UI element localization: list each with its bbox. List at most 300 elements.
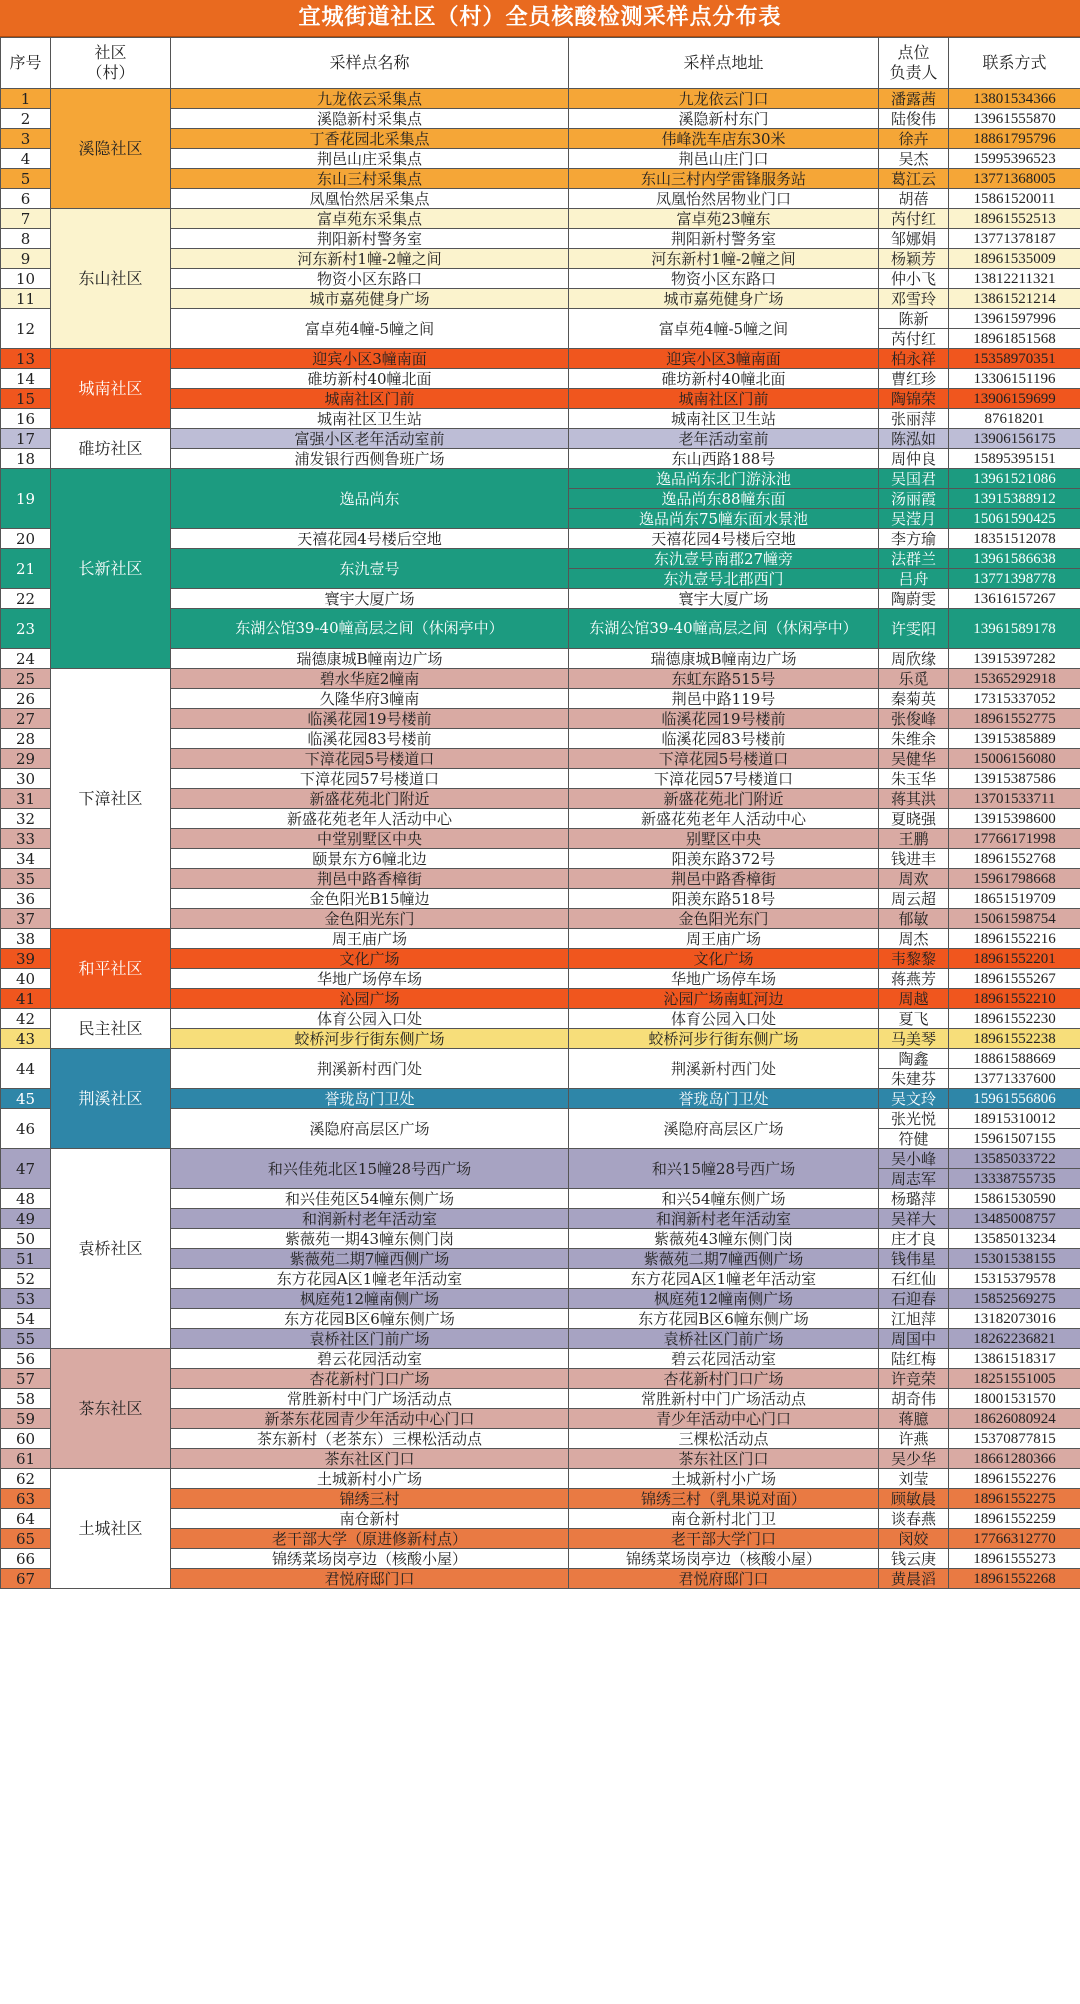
person-in-charge: 杨颖芳 [879, 249, 949, 269]
person-in-charge: 陶蔚雯 [879, 589, 949, 609]
site-name: 东山三村采集点 [171, 169, 569, 189]
person-in-charge: 周越 [879, 989, 949, 1009]
contact-phone: 15061598754 [949, 909, 1080, 929]
row-number: 65 [1, 1529, 51, 1549]
contact-phone: 18961555273 [949, 1549, 1080, 1569]
contact-phone: 15365292918 [949, 669, 1080, 689]
contact-phone: 18961552230 [949, 1009, 1080, 1029]
person-in-charge: 谈春燕 [879, 1509, 949, 1529]
table-row [1, 1049, 1080, 1069]
row-number: 49 [1, 1209, 51, 1229]
row-number: 27 [1, 709, 51, 729]
row-number: 42 [1, 1009, 51, 1029]
community-name: 民主社区 [51, 1009, 171, 1049]
person-in-charge: 朱建芬 [879, 1069, 949, 1089]
site-name: 杏花新村门口广场 [171, 1369, 569, 1389]
site-address: 寰宇大厦广场 [569, 589, 879, 609]
site-name: 土城新村小广场 [171, 1469, 569, 1489]
person-in-charge: 蒋燕芳 [879, 969, 949, 989]
contact-phone: 18626080924 [949, 1409, 1080, 1429]
site-name: 逸品尚东 [171, 469, 569, 529]
contact-phone: 15961798668 [949, 869, 1080, 889]
site-name: 蛟桥河步行街东侧广场 [171, 1029, 569, 1049]
header-name: 采样点名称 [171, 38, 569, 89]
row-number: 53 [1, 1289, 51, 1309]
table-body [1, 89, 1080, 1589]
header-community: 社区 （村） [51, 38, 171, 89]
site-name: 碧水华庭2幢南 [171, 669, 569, 689]
site-address: 富卓苑4幢-5幢之间 [569, 309, 879, 349]
site-name: 荆溪新村西门处 [171, 1049, 569, 1089]
row-number: 9 [1, 249, 51, 269]
site-name: 浦发银行西侧鲁班广场 [171, 449, 569, 469]
person-in-charge: 周欣缘 [879, 649, 949, 669]
person-in-charge: 邹娜娟 [879, 229, 949, 249]
header-address: 采样点地址 [569, 38, 879, 89]
contact-phone: 17315337052 [949, 689, 1080, 709]
site-name: 新盛花苑老年人活动中心 [171, 809, 569, 829]
row-number: 29 [1, 749, 51, 769]
row-number: 12 [1, 309, 51, 349]
person-in-charge: 许雯阳 [879, 609, 949, 649]
site-name: 河东新村1幢-2幢之间 [171, 249, 569, 269]
row-number: 59 [1, 1409, 51, 1429]
contact-phone: 87618201 [949, 409, 1080, 429]
site-name: 下漳花园57号楼道口 [171, 769, 569, 789]
site-address: 蛟桥河步行街东侧广场 [569, 1029, 879, 1049]
person-in-charge: 吴杰 [879, 149, 949, 169]
site-name: 紫薇苑一期43幢东侧门岗 [171, 1229, 569, 1249]
site-address: 逸品尚东88幢东面 [569, 489, 879, 509]
row-number: 37 [1, 909, 51, 929]
person-in-charge: 芮付红 [879, 329, 949, 349]
site-address: 老干部大学门口 [569, 1529, 879, 1549]
table-row [1, 1349, 1080, 1369]
row-number: 7 [1, 209, 51, 229]
site-name: 枫庭苑12幢南侧广场 [171, 1289, 569, 1309]
row-number: 39 [1, 949, 51, 969]
row-number: 6 [1, 189, 51, 209]
header-no: 序号 [1, 38, 51, 89]
site-address: 溪隐新村东门 [569, 109, 879, 129]
site-name: 荆阳新村警务室 [171, 229, 569, 249]
table-row [1, 1469, 1080, 1489]
site-address: 碓坊新村40幢北面 [569, 369, 879, 389]
person-in-charge: 杨璐萍 [879, 1189, 949, 1209]
contact-phone: 13182073016 [949, 1309, 1080, 1329]
community-name: 土城社区 [51, 1469, 171, 1589]
row-number: 4 [1, 149, 51, 169]
site-address: 青少年活动中心门口 [569, 1409, 879, 1429]
contact-phone: 13771378187 [949, 229, 1080, 249]
row-number: 67 [1, 1569, 51, 1589]
person-in-charge: 陶鑫 [879, 1049, 949, 1069]
person-in-charge: 吴小峰 [879, 1149, 949, 1169]
site-address: 城市嘉苑健身广场 [569, 289, 879, 309]
contact-phone: 13906159699 [949, 389, 1080, 409]
row-number: 17 [1, 429, 51, 449]
community-name: 溪隐社区 [51, 89, 171, 209]
site-address: 东山三村内学雷锋服务站 [569, 169, 879, 189]
site-name: 富卓苑4幢-5幢之间 [171, 309, 569, 349]
site-address: 城南社区卫生站 [569, 409, 879, 429]
contact-phone: 18961552768 [949, 849, 1080, 869]
row-number: 21 [1, 549, 51, 589]
person-in-charge: 庄才良 [879, 1229, 949, 1249]
row-number: 20 [1, 529, 51, 549]
person-in-charge: 顾敏晨 [879, 1489, 949, 1509]
site-address: 阳羡东路518号 [569, 889, 879, 909]
person-in-charge: 陈新 [879, 309, 949, 329]
contact-phone: 13961586638 [949, 549, 1080, 569]
site-name: 临溪花园83号楼前 [171, 729, 569, 749]
site-address: 凤凰怡然居物业门口 [569, 189, 879, 209]
community-name: 袁桥社区 [51, 1149, 171, 1349]
row-number: 28 [1, 729, 51, 749]
site-address: 新盛花苑老年人活动中心 [569, 809, 879, 829]
site-address: 临溪花园83号楼前 [569, 729, 879, 749]
row-number: 18 [1, 449, 51, 469]
site-name: 周王庙广场 [171, 929, 569, 949]
contact-phone: 18661280366 [949, 1449, 1080, 1469]
contact-phone: 18861588669 [949, 1049, 1080, 1069]
table-row [1, 209, 1080, 229]
row-number: 66 [1, 1549, 51, 1569]
person-in-charge: 陈泓如 [879, 429, 949, 449]
site-name: 锦绣三村 [171, 1489, 569, 1509]
site-address: 紫薇苑二期7幢西侧广场 [569, 1249, 879, 1269]
contact-phone: 15061590425 [949, 509, 1080, 529]
person-in-charge: 许竞荣 [879, 1369, 949, 1389]
site-address: 东虹东路515号 [569, 669, 879, 689]
site-name: 荆邑山庄采集点 [171, 149, 569, 169]
contact-phone: 18961851568 [949, 329, 1080, 349]
community-name: 长新社区 [51, 469, 171, 669]
table-row [1, 89, 1080, 109]
person-in-charge: 蒋臆 [879, 1409, 949, 1429]
person-in-charge: 石红仙 [879, 1269, 949, 1289]
site-address: 东氿壹号北郡西门 [569, 569, 879, 589]
person-in-charge: 法群兰 [879, 549, 949, 569]
site-address: 阳羡东路372号 [569, 849, 879, 869]
contact-phone: 13961597996 [949, 309, 1080, 329]
person-in-charge: 刘莹 [879, 1469, 949, 1489]
row-number: 50 [1, 1229, 51, 1249]
contact-phone: 18961552275 [949, 1489, 1080, 1509]
community-name: 下漳社区 [51, 669, 171, 929]
contact-phone: 13771337600 [949, 1069, 1080, 1089]
contact-phone: 17766171998 [949, 829, 1080, 849]
site-name: 华地广场停车场 [171, 969, 569, 989]
site-address: 东方花园A区1幢老年活动室 [569, 1269, 879, 1289]
person-in-charge: 陆俊伟 [879, 109, 949, 129]
community-name: 荆溪社区 [51, 1049, 171, 1149]
contact-phone: 15358970351 [949, 349, 1080, 369]
site-name: 荆邑中路香樟街 [171, 869, 569, 889]
person-in-charge: 徐卉 [879, 129, 949, 149]
site-name: 茶东新村（老茶东）三棵松活动点 [171, 1429, 569, 1449]
contact-phone: 13915397282 [949, 649, 1080, 669]
table-row [1, 429, 1080, 449]
site-name: 袁桥社区门前广场 [171, 1329, 569, 1349]
site-name: 东方花园A区1幢老年活动室 [171, 1269, 569, 1289]
site-name: 久隆华府3幢南 [171, 689, 569, 709]
row-number: 23 [1, 609, 51, 649]
site-address: 金色阳光东门 [569, 909, 879, 929]
person-in-charge: 吴文玲 [879, 1089, 949, 1109]
site-address: 逸品尚东北门游泳池 [569, 469, 879, 489]
site-address: 和润新村老年活动室 [569, 1209, 879, 1229]
site-address: 常胜新村中门广场活动点 [569, 1389, 879, 1409]
header-row [1, 38, 1080, 89]
person-in-charge: 张丽萍 [879, 409, 949, 429]
contact-phone: 13771398778 [949, 569, 1080, 589]
row-number: 33 [1, 829, 51, 849]
site-address: 三棵松活动点 [569, 1429, 879, 1449]
row-number: 30 [1, 769, 51, 789]
contact-phone: 18961552216 [949, 929, 1080, 949]
person-in-charge: 芮付红 [879, 209, 949, 229]
site-name: 沁园广场 [171, 989, 569, 1009]
site-name: 颐景东方6幢北边 [171, 849, 569, 869]
contact-phone: 13585033722 [949, 1149, 1080, 1169]
site-name: 紫薇苑二期7幢西侧广场 [171, 1249, 569, 1269]
person-in-charge: 周国中 [879, 1329, 949, 1349]
site-name: 和润新村老年活动室 [171, 1209, 569, 1229]
site-address: 君悦府邸门口 [569, 1569, 879, 1589]
contact-phone: 18961552276 [949, 1469, 1080, 1489]
site-name: 和兴佳苑北区15幢28号西广场 [171, 1149, 569, 1189]
site-address: 临溪花园19号楼前 [569, 709, 879, 729]
table-row [1, 469, 1080, 489]
person-in-charge: 钱云庚 [879, 1549, 949, 1569]
person-in-charge: 乐觅 [879, 669, 949, 689]
contact-phone: 13915387586 [949, 769, 1080, 789]
site-address: 荆溪新村西门处 [569, 1049, 879, 1089]
person-in-charge: 胡奇伟 [879, 1389, 949, 1409]
row-number: 38 [1, 929, 51, 949]
site-address: 溪隐府高层区广场 [569, 1109, 879, 1149]
person-in-charge: 吕舟 [879, 569, 949, 589]
contact-phone: 15961507155 [949, 1129, 1080, 1149]
site-address: 河东新村1幢-2幢之间 [569, 249, 879, 269]
person-in-charge: 钱伟星 [879, 1249, 949, 1269]
site-name: 城市嘉苑健身广场 [171, 289, 569, 309]
row-number: 45 [1, 1089, 51, 1109]
contact-phone: 15301538155 [949, 1249, 1080, 1269]
site-address: 誉珑岛门卫处 [569, 1089, 879, 1109]
site-address: 伟峰洗车店东30米 [569, 129, 879, 149]
person-in-charge: 许燕 [879, 1429, 949, 1449]
contact-phone: 18961552259 [949, 1509, 1080, 1529]
site-name: 物资小区东路口 [171, 269, 569, 289]
site-address: 锦绣菜场岗亭边（核酸小屋） [569, 1549, 879, 1569]
contact-phone: 17766312770 [949, 1529, 1080, 1549]
person-in-charge: 周仲良 [879, 449, 949, 469]
row-number: 32 [1, 809, 51, 829]
site-address: 碧云花园活动室 [569, 1349, 879, 1369]
site-address: 杏花新村门口广场 [569, 1369, 879, 1389]
page-title: 宜城街道社区（村）全员核酸检测采样点分布表 [0, 0, 1080, 37]
site-name: 迎宾小区3幢南面 [171, 349, 569, 369]
person-in-charge: 周欢 [879, 869, 949, 889]
contact-phone: 13915388912 [949, 489, 1080, 509]
contact-phone: 18961552210 [949, 989, 1080, 1009]
row-number: 55 [1, 1329, 51, 1349]
row-number: 57 [1, 1369, 51, 1389]
person-in-charge: 吴滢月 [879, 509, 949, 529]
contact-phone: 18861795796 [949, 129, 1080, 149]
row-number: 36 [1, 889, 51, 909]
row-number: 13 [1, 349, 51, 369]
site-name: 君悦府邸门口 [171, 1569, 569, 1589]
site-name: 中堂别墅区中央 [171, 829, 569, 849]
person-in-charge: 柏永祥 [879, 349, 949, 369]
contact-phone: 18961552513 [949, 209, 1080, 229]
contact-phone: 13616157267 [949, 589, 1080, 609]
site-address: 袁桥社区门前广场 [569, 1329, 879, 1349]
row-number: 11 [1, 289, 51, 309]
contact-phone: 13306151196 [949, 369, 1080, 389]
person-in-charge: 陶锦荣 [879, 389, 949, 409]
table-row [1, 1009, 1080, 1029]
site-address: 土城新村小广场 [569, 1469, 879, 1489]
site-address: 体育公园入口处 [569, 1009, 879, 1029]
site-address: 锦绣三村（乳果说对面） [569, 1489, 879, 1509]
site-name: 溪隐新村采集点 [171, 109, 569, 129]
row-number: 56 [1, 1349, 51, 1369]
contact-phone: 15961556806 [949, 1089, 1080, 1109]
row-number: 26 [1, 689, 51, 709]
person-in-charge: 周志军 [879, 1169, 949, 1189]
table-row [1, 929, 1080, 949]
person-in-charge: 马美琴 [879, 1029, 949, 1049]
site-address: 下漳花园5号楼道口 [569, 749, 879, 769]
row-number: 19 [1, 469, 51, 529]
site-name: 瑞德康城B幢南边广场 [171, 649, 569, 669]
row-number: 16 [1, 409, 51, 429]
header-person: 点位 负责人 [879, 38, 949, 89]
contact-phone: 15995396523 [949, 149, 1080, 169]
row-number: 34 [1, 849, 51, 869]
site-address: 新盛花苑北门附近 [569, 789, 879, 809]
contact-phone: 13915385889 [949, 729, 1080, 749]
site-name: 东湖公馆39-40幢高层之间（休闲亭中） [171, 609, 569, 649]
contact-phone: 18961552268 [949, 1569, 1080, 1589]
contact-phone: 18251551005 [949, 1369, 1080, 1389]
row-number: 10 [1, 269, 51, 289]
person-in-charge: 符健 [879, 1129, 949, 1149]
site-name: 丁香花园北采集点 [171, 129, 569, 149]
site-address: 文化广场 [569, 949, 879, 969]
person-in-charge: 石迎春 [879, 1289, 949, 1309]
contact-phone: 13961555870 [949, 109, 1080, 129]
site-name: 城南社区卫生站 [171, 409, 569, 429]
row-number: 22 [1, 589, 51, 609]
contact-phone: 13338755735 [949, 1169, 1080, 1189]
row-number: 2 [1, 109, 51, 129]
site-address: 物资小区东路口 [569, 269, 879, 289]
site-address: 富卓苑23幢东 [569, 209, 879, 229]
site-address: 和兴15幢28号西广场 [569, 1149, 879, 1189]
site-name: 碓坊新村40幢北面 [171, 369, 569, 389]
site-name: 城南社区门前 [171, 389, 569, 409]
row-number: 61 [1, 1449, 51, 1469]
row-number: 31 [1, 789, 51, 809]
site-name: 天禧花园4号楼后空地 [171, 529, 569, 549]
row-number: 25 [1, 669, 51, 689]
site-name: 和兴佳苑区54幢东侧广场 [171, 1189, 569, 1209]
row-number: 8 [1, 229, 51, 249]
contact-phone: 15852569275 [949, 1289, 1080, 1309]
row-number: 64 [1, 1509, 51, 1529]
site-address: 逸品尚东75幢东面水景池 [569, 509, 879, 529]
site-address: 迎宾小区3幢南面 [569, 349, 879, 369]
person-in-charge: 闵姣 [879, 1529, 949, 1549]
site-name: 下漳花园5号楼道口 [171, 749, 569, 769]
person-in-charge: 潘露茜 [879, 89, 949, 109]
contact-phone: 15895395151 [949, 449, 1080, 469]
contact-phone: 13961521086 [949, 469, 1080, 489]
site-address: 荆邑中路香樟街 [569, 869, 879, 889]
contact-phone: 18351512078 [949, 529, 1080, 549]
site-name: 东方花园B区6幢东侧广场 [171, 1309, 569, 1329]
site-address: 荆阳新村警务室 [569, 229, 879, 249]
contact-phone: 18961535009 [949, 249, 1080, 269]
person-in-charge: 张俊峰 [879, 709, 949, 729]
site-name: 东氿壹号 [171, 549, 569, 589]
person-in-charge: 夏飞 [879, 1009, 949, 1029]
person-in-charge: 朱维余 [879, 729, 949, 749]
site-name: 九龙依云采集点 [171, 89, 569, 109]
site-address: 荆邑山庄门口 [569, 149, 879, 169]
community-name: 东山社区 [51, 209, 171, 349]
contact-phone: 15861520011 [949, 189, 1080, 209]
site-address: 和兴54幢东侧广场 [569, 1189, 879, 1209]
person-in-charge: 胡蓓 [879, 189, 949, 209]
person-in-charge: 钱进丰 [879, 849, 949, 869]
row-number: 43 [1, 1029, 51, 1049]
site-name: 常胜新村中门广场活动点 [171, 1389, 569, 1409]
site-name: 临溪花园19号楼前 [171, 709, 569, 729]
person-in-charge: 陆红梅 [879, 1349, 949, 1369]
site-name: 新盛花苑北门附近 [171, 789, 569, 809]
person-in-charge: 吴祥大 [879, 1209, 949, 1229]
site-address: 下漳花园57号楼道口 [569, 769, 879, 789]
contact-phone: 13585013234 [949, 1229, 1080, 1249]
contact-phone: 13906156175 [949, 429, 1080, 449]
sampling-table [0, 37, 1080, 1589]
site-name: 新茶东花园青少年活动中心门口 [171, 1409, 569, 1429]
site-name: 富卓苑东采集点 [171, 209, 569, 229]
site-address: 东方花园B区6幢东侧广场 [569, 1309, 879, 1329]
row-number: 5 [1, 169, 51, 189]
person-in-charge: 吴少华 [879, 1449, 949, 1469]
site-address: 老年活动室前 [569, 429, 879, 449]
table-row [1, 669, 1080, 689]
row-number: 46 [1, 1109, 51, 1149]
header-contact: 联系方式 [949, 38, 1080, 89]
contact-phone: 18961552775 [949, 709, 1080, 729]
row-number: 15 [1, 389, 51, 409]
row-number: 62 [1, 1469, 51, 1489]
site-name: 文化广场 [171, 949, 569, 969]
row-number: 3 [1, 129, 51, 149]
contact-phone: 13915398600 [949, 809, 1080, 829]
person-in-charge: 李方瑜 [879, 529, 949, 549]
site-address: 华地广场停车场 [569, 969, 879, 989]
row-number: 60 [1, 1429, 51, 1449]
